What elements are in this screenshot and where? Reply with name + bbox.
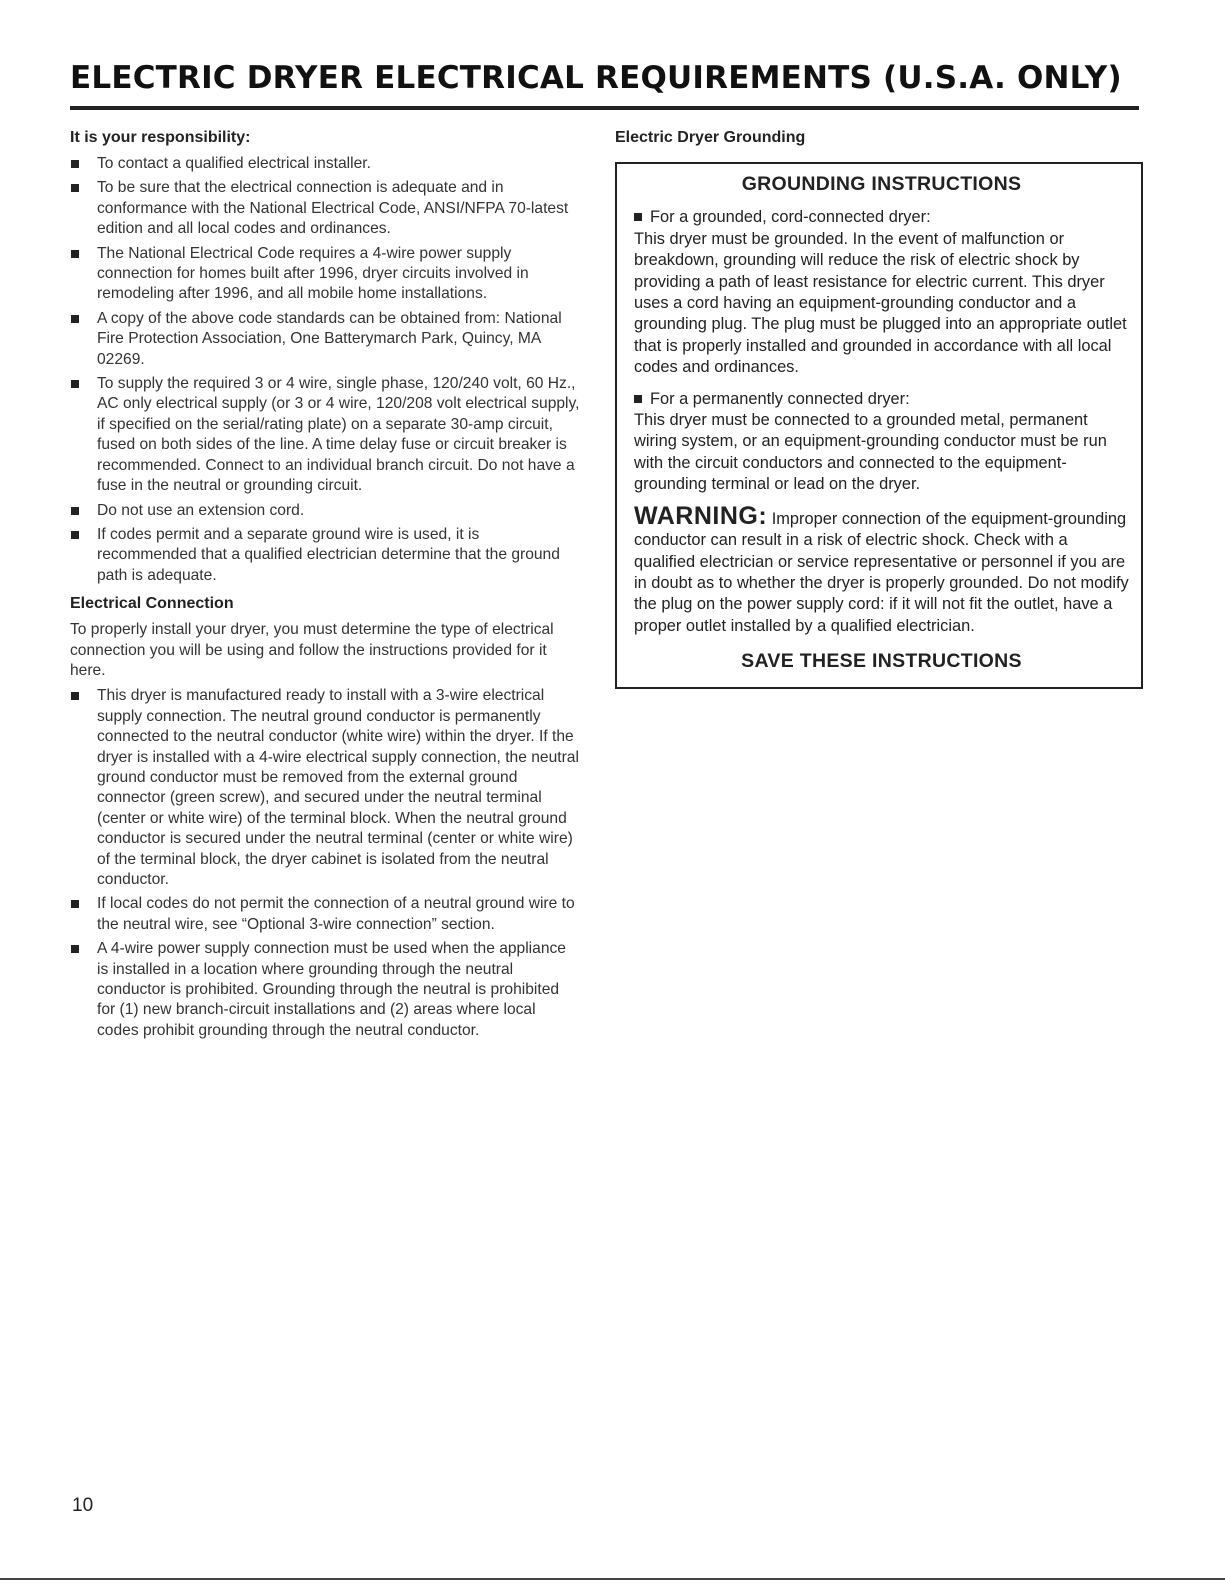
page-title: ELECTRIC DRYER ELECTRICAL REQUIREMENTS (U.S.A. ONLY) xyxy=(70,60,1122,96)
grounding-heading: Electric Dryer Grounding xyxy=(615,129,806,146)
list-item: A copy of the above code standards can be obtained from: National Fire Protection Association, One Batterymarch Park, Quincy, MA 02269. xyxy=(70,309,580,370)
connection-heading: Electrical Connection xyxy=(70,595,234,613)
cord-connected-text: This dryer must be grounded. In the event of malfunction or breakdown, grounding will reduce the risk of electric shock by providing a path of least resistance for electric current. This dryer uses a cord having an equipment-grounding conductor and a grounding plug. The plug must be plugged into an appropriate outlet that is properly installed and grounded in accordance with all local codes and ordinances. xyxy=(634,229,1127,377)
connection-list xyxy=(70,686,580,1041)
page-number: 10 xyxy=(72,1495,94,1516)
permanent-connection-text: This dryer must be connected to a grounded metal, permanent wiring system, or an equipment-grounding conductor must be run with the circuit conductors and connected to the equipment-grounding terminal or lead on the dryer. xyxy=(634,411,1107,494)
list-item: To be sure that the electrical connection is adequate and in conformance with the National Electrical Code, ANSI/NFPA 70-latest edition and all local codes and ordinances. xyxy=(70,178,580,239)
list-item: Do not use an extension cord. xyxy=(70,501,580,521)
warning-text: Improper connection of the equipment-grounding conductor can result in a risk of electric shock. Check with a qualified electrician or service representative or personnel if you are in doubt as to whether the dryer is properly grounded. Do not modify the plug on the power supply cord: if it will not fit the outlet, have a proper outlet installed by a qualified electrician. xyxy=(634,509,1129,635)
list-item: A 4-wire power supply connection must be used when the appliance is installed in a location where grounding through the neutral conductor is prohibited. Grounding through the neutral is prohibited for (1) new branch-circuit installations and (2) areas where local codes prohibit grounding through the neutral conductor. xyxy=(70,939,580,1041)
list-item: To contact a qualified electrical installer. xyxy=(70,154,580,174)
warning-paragraph xyxy=(634,501,1129,637)
title-rule xyxy=(70,106,1139,110)
responsibility-list xyxy=(70,154,580,586)
cord-connected-bullet: For a grounded, cord-connected dryer: xyxy=(634,207,1129,228)
list-item: If local codes do not permit the connection of a neutral ground wire to the neutral wire, see “Optional 3-wire connection” section. xyxy=(70,894,580,935)
grounding-instructions-box xyxy=(615,162,1143,689)
left-column xyxy=(70,128,580,1045)
box-heading: GROUNDING INSTRUCTIONS xyxy=(741,173,1022,195)
list-item: This dryer is manufactured ready to install with a 3-wire electrical supply connection. The neutral ground conductor is permanently connected to the neutral conductor (white wire) within the dryer. If the dryer is installed with a 4-wire electrical supply connection, the neutral ground conductor must be removed from the external ground connector (green screw), and secured under the neutral terminal (center or white wire) of the terminal block. When the neutral ground conductor is secured under the neutral terminal (center or white wire) of the terminal block, the dryer cabinet is isolated from the neutral conductor. xyxy=(70,686,580,890)
responsibility-heading: It is your responsibility: xyxy=(70,129,251,146)
box-footer: SAVE THESE INSTRUCTIONS xyxy=(741,650,1022,673)
list-item: The National Electrical Code requires a 4-wire power supply connection for homes built after 1996, dryer circuits involved in remodeling after 1996, and all mobile home installations. xyxy=(70,244,580,305)
connection-intro: To properly install your dryer, you must determine the type of electrical connection you will be using and follow the instructions provided for it here. xyxy=(70,621,554,679)
warning-label: WARNING: xyxy=(634,501,768,530)
list-item: To supply the required 3 or 4 wire, single phase, 120/240 volt, 60 Hz., AC only electrical supply (or 3 or 4 wire, 120/208 volt electrical supply, if specified on the serial/rating plate) on a separate 30-amp circuit, fused on both sides of the line. A time delay fuse or circuit breaker is recommended. Connect to an individual branch circuit. Do not have a fuse in the neutral or grounding circuit. xyxy=(70,374,580,496)
bottom-rule xyxy=(0,1578,1225,1580)
list-item: If codes permit and a separate ground wire is used, it is recommended that a qualified electrician determine that the ground path is adequate. xyxy=(70,525,580,586)
right-column xyxy=(615,128,1143,689)
permanent-connection-bullet: For a permanently connected dryer: xyxy=(634,389,1129,410)
